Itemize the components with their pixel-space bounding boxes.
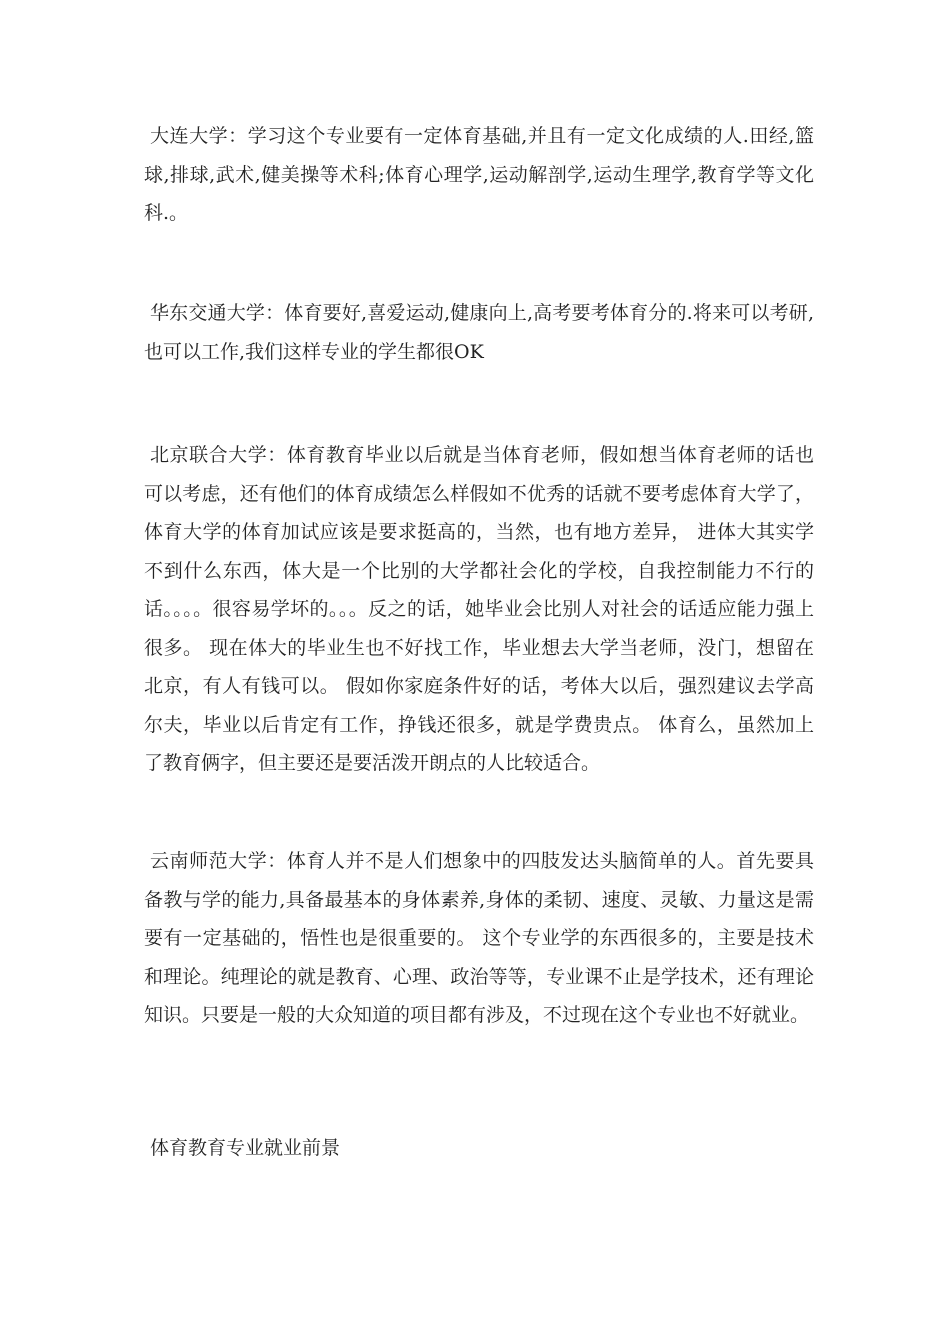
paragraph-yunnan-normal-university: 云南师范大学：体育人并不是人们想象中的四肢发达头脑简单的人。首先要具备教与学的能力,具备最基本的身体素养,身体的柔韧、速度、灵敏、力量这是需要有一定基础的，悟性也是很重要的。 这个专业学的东西很多的，主要是技术和理论。纯理论的就是教育、心理、政治等等，专业课不止是学技术，还有理论知识。只要是一般的大众知道的项目都有涉及，不过现在这个专业也不好就业。 bbox=[144, 850, 814, 1026]
section-heading-employment-prospects: 体育教育专业就业前景 bbox=[150, 1137, 341, 1159]
paragraph-beijing-union-university: 北京联合大学：体育教育毕业以后就是当体育老师，假如想当体育老师的话也可以考虑，还有他们的体育成绩怎么样假如不优秀的话就不要考虑体育大学了，体育大学的体育加试应该是要求挺高的，当然，也有地方差异， 进体大其实学不到什么东西，体大是一个比别的大学都社会化的学校，自我控制能力不行的话。。。。很容易学坏的。。。反之的话，她毕业会比别人对社会的话适应能力强上很多。 现在体大的毕业生也不好找工作，毕业想去大学当老师，没门，想留在北京，有人有钱可以。 假如你家庭条件好的话，考体大以后，强烈建议去学高尔夫，毕业以后肯定有工作，挣钱还很多，就是学费贵点。 体育么，虽然加上了教育俩字，但主要还是要活泼开朗点的人比较适合。 bbox=[144, 444, 814, 774]
paragraph-dalian-university: 大连大学：学习这个专业要有一定体育基础,并且有一定文化成绩的人.田经,篮球,排球,武术,健美操等术科;体育心理学,运动解剖学,运动生理学,教育学等文化科.。 bbox=[144, 125, 814, 224]
paragraph-east-china-jiaotong-university: 华东交通大学：体育要好,喜爱运动,健康向上,高考要考体育分的.将来可以考研,也可以工作,我们这样专业的学生都很OK bbox=[144, 302, 814, 363]
